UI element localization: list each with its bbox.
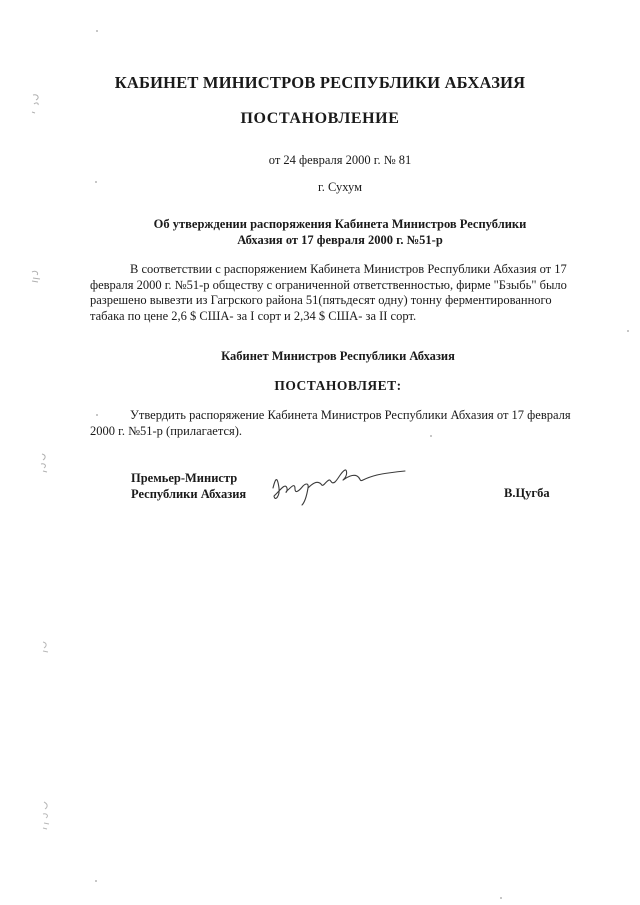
scan-speck [500,897,502,899]
signatory-title-line-2: Республики Абхазия [131,487,247,501]
scan-mark-icon [30,92,44,116]
body-paragraph-1 [90,262,585,324]
scan-speck [96,30,98,32]
city: г. Сухум [317,180,362,194]
scan-speck [95,880,97,882]
paragraph-1-line-4: табака по цене 2,6 $ США- за I сорт и 2,34 $ США- за II сорт. [90,308,417,323]
document-type: ПОСТАНОВЛЕНИЕ [240,110,400,127]
paragraph-1-line-3: разрешено вывезти из Гагрского района 51(пятьдесят одну) тонну ферментированного [90,293,552,307]
scan-mark-icon [40,640,52,654]
subject-line-1: Об утверждении распоряжения Кабинета Министров Республики [153,217,527,231]
cabinet-line: Кабинет Министров Республики Абхазия [221,349,455,363]
handwritten-signature [265,458,415,508]
date-and-number: от 24 февраля 2000 г. № 81 [268,153,412,167]
paragraph-2-line-1: Утвердить распоряжение Кабинета Министров Республики Абхазия от 17 февраля [130,408,571,422]
signatory-name: В.Цугба [504,486,550,500]
signatory-title-line-1: Премьер-Министр [131,471,238,485]
scan-mark-icon [40,800,54,832]
scan-speck [96,414,98,416]
scan-mark-icon [38,452,52,474]
scan-speck [95,181,97,183]
paragraph-1-line-1: В соответствии с распоряжением Кабинета Министров Республики Абхазия от 17 [130,262,567,276]
subject-line-2: Абхазия от 17 февраля 2000 г. №51-р [237,233,443,247]
scan-speck [430,435,432,437]
paragraph-1-line-2: февраля 2000 г. №51-р обществу с ограниченной ответственностью, фирме "Бзыбь" было [90,277,567,292]
signatory-title [131,470,246,502]
organization-title: КАБИНЕТ МИНИСТРОВ РЕСПУБЛИКИ АБХАЗИЯ [114,73,526,92]
scan-speck [627,330,629,332]
subject-heading [20,216,640,248]
body-paragraph-2 [90,408,585,439]
scan-mark-icon [30,268,44,284]
paragraph-2-line-2: 2000 г. №51-р (прилагается). [90,423,243,438]
resolves-heading: ПОСТАНОВЛЯЕТ: [274,378,402,393]
